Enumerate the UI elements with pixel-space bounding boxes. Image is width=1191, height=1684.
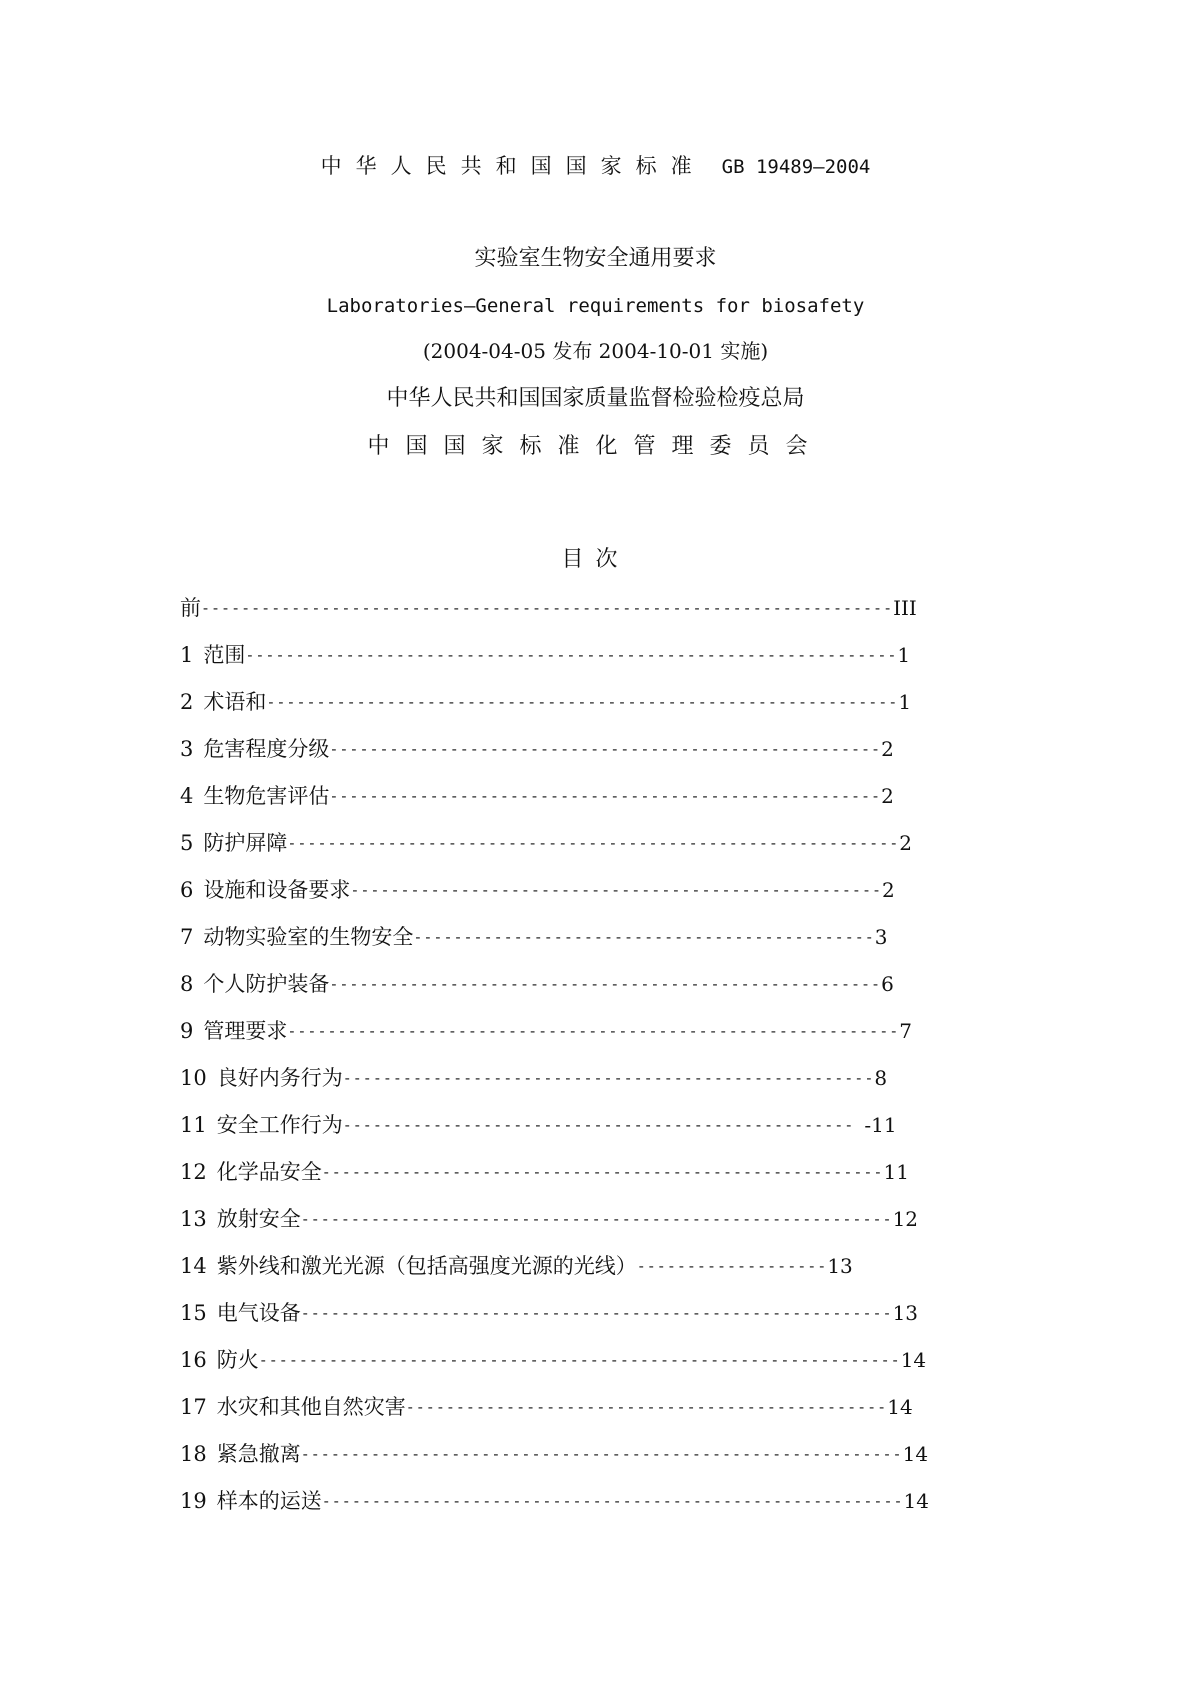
toc-entry-leader: ----------------------------------------------------------------	[258, 1351, 901, 1369]
toc-entry[interactable]	[180, 1486, 1180, 1533]
toc-entry[interactable]	[180, 969, 1180, 1016]
toc-entry[interactable]	[180, 781, 1180, 828]
toc-entry-label: 放射安全	[216, 1207, 301, 1231]
toc-entry-label: 设施和设备要求	[203, 878, 351, 902]
toc-entry-page: 14	[887, 1395, 913, 1419]
toc-entry-page: 1	[897, 643, 911, 667]
toc-entry[interactable]	[180, 1439, 1180, 1486]
toc-entry-leader: ----------------------------------------------------------	[321, 1492, 904, 1510]
table-of-contents	[180, 593, 1180, 1533]
toc-entry-number: 10	[180, 1066, 207, 1090]
toc-entry-label: 前	[180, 596, 201, 620]
toc-entry-page: 12	[892, 1207, 919, 1231]
toc-entry-number: 12	[180, 1160, 207, 1184]
toc-entry-label: 良好内务行为	[216, 1066, 343, 1090]
document-title-english: Laboratories—General requirements for biosafety	[326, 295, 865, 317]
document-title-chinese: 实验室生物安全通用要求	[474, 246, 717, 271]
toc-entry-label: 防火	[216, 1348, 259, 1372]
toc-entry-page: III	[893, 596, 917, 620]
toc-entry-label: 水灾和其他自然灾害	[216, 1395, 406, 1419]
toc-entry-leader: -------------------------------------------------------	[329, 787, 882, 805]
toc-entry[interactable]	[180, 1251, 1180, 1298]
toc-entry-label: 动物实验室的生物安全	[203, 925, 414, 949]
publication-dates: (2004-04-05 发布 2004-10-01 实施)	[422, 339, 769, 363]
toc-entry[interactable]	[180, 593, 1180, 640]
toc-entry-label: 个人防护装备	[203, 972, 330, 996]
toc-entry-page: 7	[899, 1019, 912, 1043]
toc-entry-leader: ---------------------------------------------------------------	[266, 693, 899, 711]
toc-entry-leader: ----------------------------------------------	[413, 928, 875, 946]
toc-entry-label: 防护屏障	[203, 831, 288, 855]
toc-entry-page: 2	[899, 831, 912, 855]
toc-entry-page: 6	[881, 972, 894, 996]
toc-entry-number: 19	[180, 1489, 207, 1513]
toc-entry-number: 16	[180, 1348, 207, 1372]
toc-entry-label: 电气设备	[216, 1301, 301, 1325]
toc-entry[interactable]	[180, 1392, 1180, 1439]
toc-entry-page: 2	[881, 737, 894, 761]
toc-entry[interactable]	[180, 1016, 1180, 1063]
toc-entry-label: 样本的运送	[216, 1489, 322, 1513]
standard-label: 中华人民共和国国家标准	[320, 154, 706, 178]
toc-entry[interactable]	[180, 1063, 1180, 1110]
toc-entry-page: 14	[903, 1489, 929, 1513]
toc-entry-page: 1	[898, 690, 912, 714]
toc-entry-leader: --------------------------------------------------------	[321, 1163, 884, 1181]
toc-entry-page: 11	[883, 1160, 909, 1184]
toc-entry-leader: ------------------------------------------------	[405, 1398, 888, 1416]
toc-entry-leader: -------------------------------------------------------------	[287, 834, 900, 852]
toc-entry-number: 13	[180, 1207, 207, 1231]
toc-entry-leader: ---------------------------------------------------------------------	[201, 599, 894, 617]
toc-entry-page: 13	[827, 1254, 853, 1278]
standard-code: GB 19489—2004	[721, 156, 871, 178]
toc-entry-label: 化学品安全	[216, 1160, 322, 1184]
toc-entry-number: 15	[180, 1301, 207, 1325]
toc-entry-leader: -----------------------------------------------------------	[300, 1304, 893, 1322]
toc-entry-leader: -----------------------------------------------------------	[300, 1210, 893, 1228]
toc-entry-leader: -------------------	[636, 1257, 828, 1275]
toc-entry-label: 管理要求	[203, 1019, 288, 1043]
toc-entry-number: 18	[180, 1442, 207, 1466]
toc-entry-number: 17	[180, 1395, 207, 1419]
toc-entry-number: 7	[180, 925, 194, 949]
toc-entry[interactable]	[180, 922, 1180, 969]
toc-entry-label: 危害程度分级	[203, 737, 330, 761]
toc-entry-number: 4	[180, 784, 194, 808]
toc-entry-page: 14	[902, 1442, 929, 1466]
issuing-authority-1: 中华人民共和国国家质量监督检验检疫总局	[386, 386, 805, 411]
toc-entry[interactable]	[180, 875, 1180, 922]
toc-entry-number: 6	[180, 878, 194, 902]
toc-entry-leader: -----------------------------------------------------	[342, 1069, 875, 1087]
toc-entry-label: 紫外线和激光光源（包括高强度光源的光线）	[216, 1254, 637, 1278]
issuing-authority-2: 中国国家标准化管理委员会	[367, 434, 824, 459]
toc-entry[interactable]	[180, 1345, 1180, 1392]
toc-entry-label: 范围	[203, 643, 246, 667]
toc-entry[interactable]	[180, 687, 1180, 734]
toc-entry-leader: ---------------------------------------------------	[342, 1116, 865, 1134]
toc-entry[interactable]	[180, 640, 1180, 687]
toc-entry-page: 3	[874, 925, 888, 949]
toc-entry-number: 9	[180, 1019, 194, 1043]
toc-entry-number: 5	[180, 831, 194, 855]
toc-entry-page: -11	[864, 1113, 897, 1137]
toc-entry-leader: -------------------------------------------------------------	[287, 1022, 900, 1040]
toc-entry-number: 8	[180, 972, 194, 996]
toc-entry[interactable]	[180, 828, 1180, 875]
toc-entry-page: 8	[874, 1066, 888, 1090]
toc-entry-number: 14	[180, 1254, 207, 1278]
toc-entry-number: 2	[180, 690, 194, 714]
toc-entry-label: 紧急撤离	[216, 1442, 301, 1466]
toc-entry[interactable]	[180, 1204, 1180, 1251]
toc-entry-label: 生物危害评估	[203, 784, 330, 808]
toc-entry-leader: -------------------------------------------------------	[329, 975, 882, 993]
toc-entry[interactable]	[180, 1157, 1180, 1204]
toc-entry[interactable]	[180, 1110, 1180, 1157]
toc-entry-label: 安全工作行为	[216, 1113, 343, 1137]
toc-entry-number: 3	[180, 737, 194, 761]
toc-entry-page: 14	[900, 1348, 927, 1372]
toc-entry[interactable]	[180, 1298, 1180, 1345]
toc-entry-number: 1	[180, 643, 194, 667]
toc-entry-leader: ------------------------------------------------------------	[300, 1445, 903, 1463]
toc-entry-page: 13	[892, 1301, 919, 1325]
toc-entry-page: 2	[882, 878, 895, 902]
toc-entry-page: 2	[881, 784, 894, 808]
toc-entry-leader: -----------------------------------------------------	[350, 881, 883, 899]
toc-entry[interactable]	[180, 734, 1180, 781]
toc-entry-leader: -------------------------------------------------------	[329, 740, 882, 758]
toc-entry-number: 11	[180, 1113, 207, 1137]
toc-entry-label: 术语和	[203, 690, 267, 714]
toc-entry-leader: -----------------------------------------------------------------	[245, 646, 898, 664]
toc-heading: 目次	[561, 547, 630, 572]
standard-header	[0, 151, 1191, 182]
